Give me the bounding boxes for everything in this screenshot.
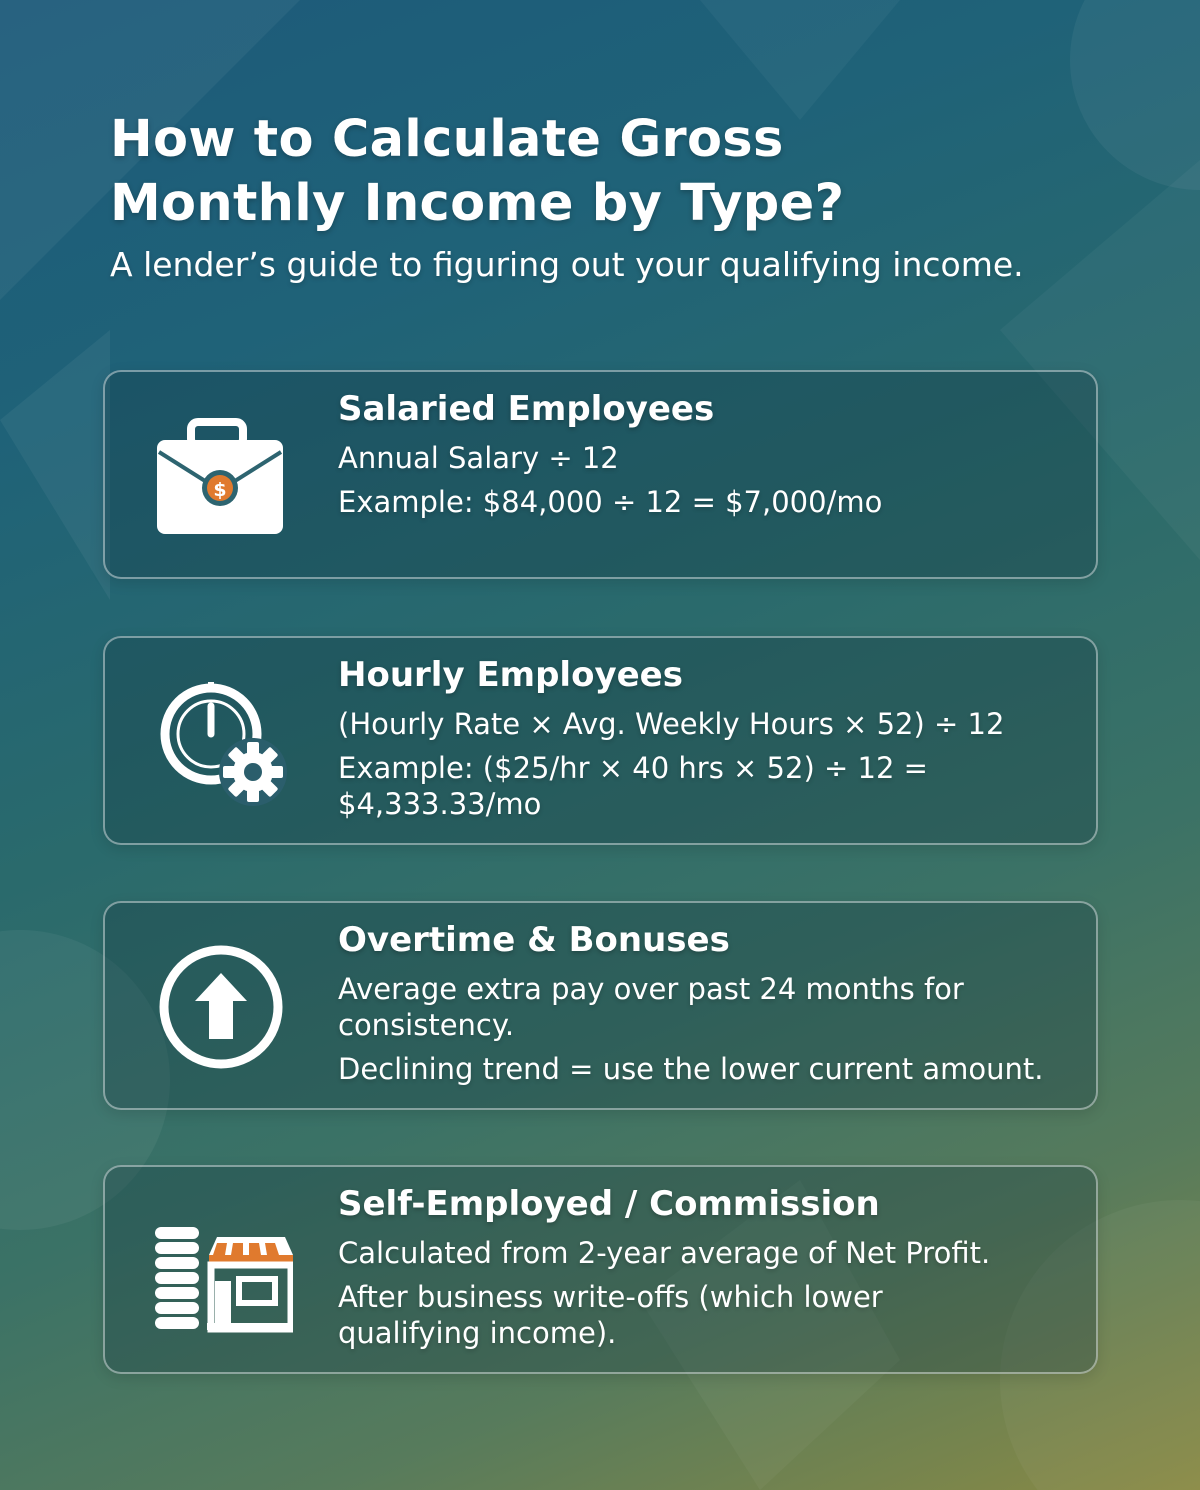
card-overtime-bonuses — [103, 901, 1098, 1110]
card-formula: (Hourly Rate × Avg. Weekly Hours × 52) ÷ 12 — [338, 707, 1005, 741]
card-example: Example: ($25/hr × 40 hrs × 52) ÷ 12 = $4,333.33/mo — [338, 751, 928, 821]
card-title: Hourly Employees — [338, 655, 683, 695]
card-title: Salaried Employees — [338, 389, 715, 429]
card-line-3: Declining trend = use the lower current amount. — [338, 1052, 1044, 1086]
card-line-3: qualifying income). — [338, 1316, 617, 1350]
card-title: Overtime & Bonuses — [338, 920, 730, 960]
card-line-2: After business write-offs (which lower — [338, 1280, 883, 1314]
page-subtitle: A lender’s guide to figuring out your qualifying income. — [110, 245, 1024, 284]
page-title — [110, 108, 1110, 236]
card-title: Self-Employed / Commission — [338, 1184, 880, 1224]
title-line-2: Monthly Income by Type? — [110, 174, 845, 233]
clock-gear-icon — [153, 676, 293, 806]
coins-storefront-icon — [153, 1205, 293, 1335]
card-line-1: Average extra pay over past 24 months for — [338, 972, 964, 1006]
card-line-1: Calculated from 2-year average of Net Profit. — [338, 1236, 991, 1270]
card-self-employed-commission — [103, 1165, 1098, 1374]
svg-text:$: $ — [213, 479, 227, 501]
card-line-2: consistency. — [338, 1008, 515, 1042]
card-example: Example: $84,000 ÷ 12 = $7,000/mo — [338, 485, 883, 519]
card-formula: Annual Salary ÷ 12 — [338, 441, 619, 475]
card-hourly-employees — [103, 636, 1098, 845]
briefcase-dollar-icon — [153, 410, 293, 540]
up-arrow-circle-icon — [153, 941, 293, 1071]
card-salaried-employees — [103, 370, 1098, 579]
title-line-1: How to Calculate Gross — [110, 110, 784, 169]
